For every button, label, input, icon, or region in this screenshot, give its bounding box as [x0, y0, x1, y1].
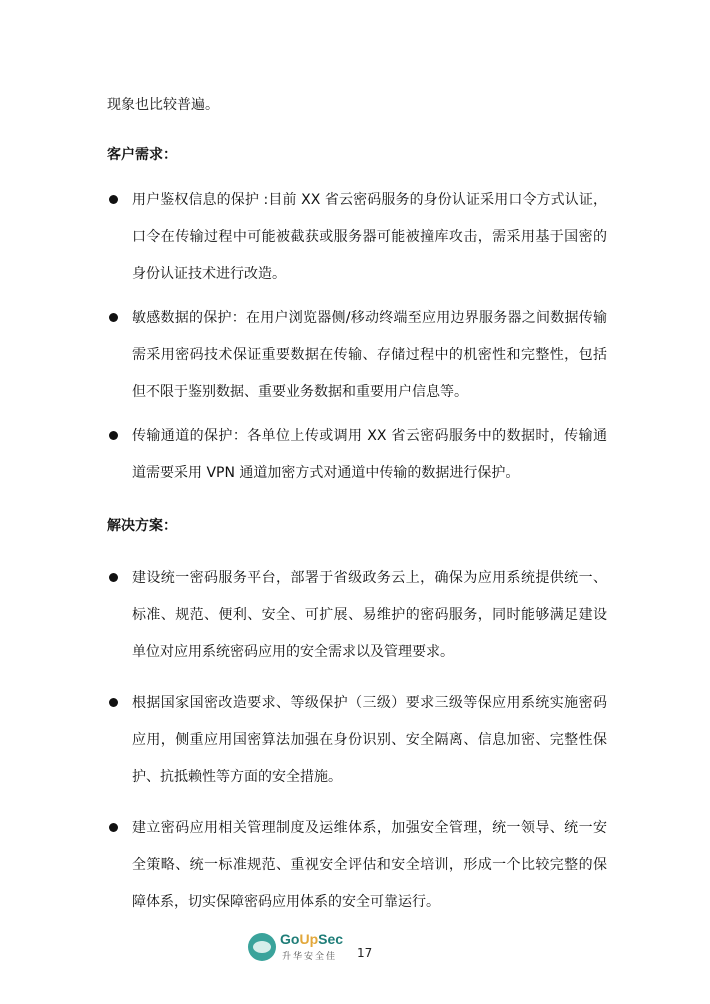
list-item — [107, 685, 607, 796]
list-item-text: 建立密码应用相关管理制度及运维体系，加强安全管理，统一领导、统一安全策略、统一标准规范、重视安全评估和安全培训，形成一个比较完整的保障体系，切实保障密码应用体系的安全可靠运行。 — [132, 820, 607, 910]
goupsec-logo-icon — [248, 933, 276, 961]
bullet-dot-icon — [109, 195, 118, 204]
page-number: 17 — [357, 946, 373, 960]
brand-name: GoUpSec — [280, 931, 344, 947]
list-item — [107, 182, 607, 293]
list-item-text: 传输通道的保护：各单位上传或调用 XX 省云密码服务中的数据时，传输通道需要采用 VPN 通道加密方式对通道中传输的数据进行保护。 — [132, 428, 607, 481]
bullet-dot-icon — [109, 698, 118, 707]
list-item-text: 用户鉴权信息的保护 :目前 XX 省云密码服务的身份认证采用口令方式认证，口令在传输过程中可能被截获或服务器可能被撞库攻击，需采用基于国密的身份认证技术进行改造。 — [132, 192, 607, 282]
solution-list — [107, 560, 607, 935]
list-item — [107, 418, 607, 492]
requirements-heading: 客户需求： — [107, 147, 177, 163]
bullet-dot-icon — [109, 823, 118, 832]
bullet-dot-icon — [109, 313, 118, 322]
page-footer — [248, 931, 448, 971]
list-item — [107, 560, 607, 671]
intro-line: 现象也比较普遍。 — [107, 97, 219, 113]
solution-heading: 解决方案： — [107, 518, 177, 534]
list-item-text: 敏感数据的保护：在用户浏览器侧/移动终端至应用边界服务器之间数据传输需采用密码技术保证重要数据在传输、存储过程中的机密性和完整性，包括但不限于鉴别数据、重要业务数据和重要用户信息等。 — [132, 310, 607, 400]
list-item-text: 建设统一密码服务平台，部署于省级政务云上，确保为应用系统提供统一、标准、规范、便利、安全、可扩展、易维护的密码服务，同时能够满足建设单位对应用系统密码应用的安全需求以及管理要求。 — [132, 570, 607, 660]
bullet-dot-icon — [109, 573, 118, 582]
brand-subtitle: 升华安全佳 — [282, 952, 338, 962]
list-item — [107, 300, 607, 411]
list-item — [107, 810, 607, 921]
bullet-dot-icon — [109, 431, 118, 440]
list-item-text: 根据国家国密改造要求、等级保护（三级）要求三级等保应用系统实施密码应用，侧重应用国密算法加强在身份识别、安全隔离、信息加密、完整性保护、抗抵赖性等方面的安全措施。 — [132, 695, 607, 785]
requirements-list — [107, 182, 607, 499]
